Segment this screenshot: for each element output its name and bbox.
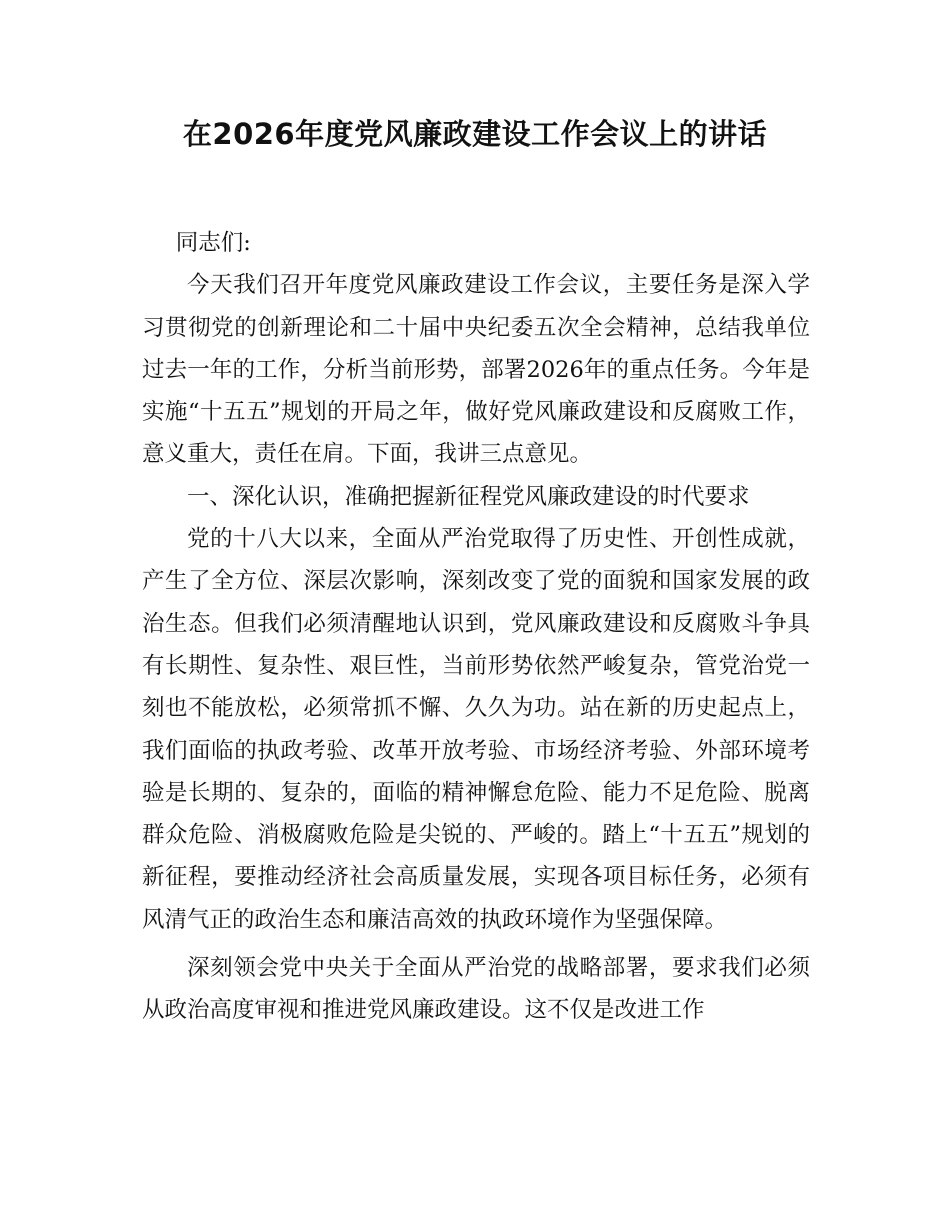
paragraph-section-1-body: 党的十八大以来，全面从严治党取得了历史性、开创性成就，产生了全方位、深层次影响，深刻改变了党的面貌和国家发展的政治生态。但我们必须清醒地认识到，党风廉政建设和反腐败斗争具有长期性、复杂性、艰巨性，当前形势依然严峻复杂，管党治党一刻也不能放松，必须常抓不懈、久久为功。站在新的历史起点上，我们面临的执政考验、改革开放考验、市场经济考验、外部环境考验是长期的、复杂的，面临的精神懈怠危险、能力不足危险、脱离群众危险、消极腐败危险是尖锐的、严峻的。踏上“十五五”规划的新征程，要推动经济社会高质量发展，实现各项目标任务，必须有风清气正的政治生态和廉洁高效的执政环境作为坚强保障。	[142, 526, 810, 933]
document-title: 在2026年度党风廉政建设工作会议上的讲话	[182, 117, 768, 151]
document-body	[142, 222, 810, 1032]
section-heading-1: 一、深化认识，准确把握新征程党风廉政建设的时代要求	[187, 483, 750, 510]
salutation: 同志们:	[175, 230, 251, 256]
paragraph-intro: 今天我们召开年度党风廉政建设工作会议，主要任务是深入学习贯彻党的创新理论和二十届中央纪委五次全会精神，总结我单位过去一年的工作，分析当前形势，部署2026年的重点任务。今年是实施“十五五”规划的开局之年，做好党风廉政建设和反腐败工作，意义重大，责任在肩。下面，我讲三点意见。	[142, 272, 810, 468]
paragraph-section-1-continued: 深刻领会党中央关于全面从严治党的战略部署，要求我们必须从政治高度审视和推进党风廉政建设。这不仅是改进工作	[142, 955, 810, 1024]
